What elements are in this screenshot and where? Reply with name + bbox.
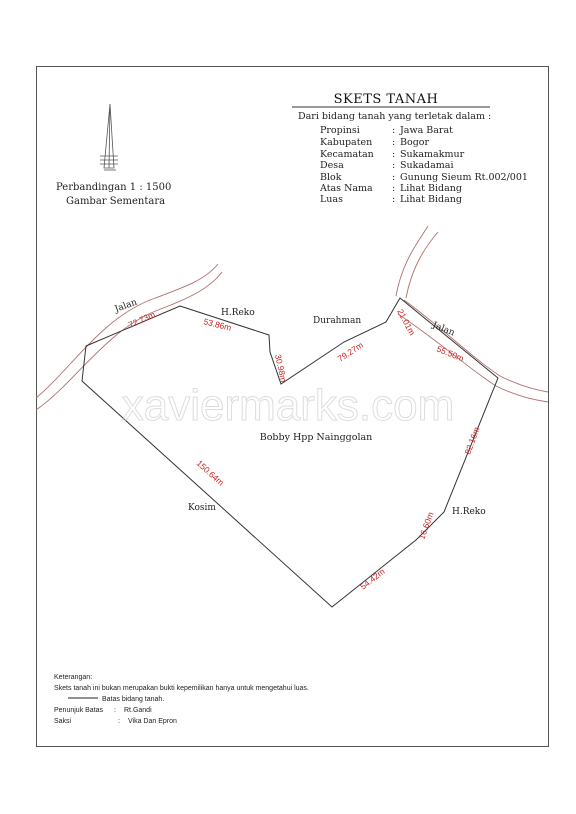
pointer-label: Penunjuk Batas xyxy=(54,707,104,714)
field-sep: : xyxy=(392,183,396,194)
scale-ratio: Perbandingan 1 : 1500 xyxy=(56,182,172,193)
footer-legend: Batas bidang tanah. xyxy=(102,696,165,703)
dimension-label: 53.86m xyxy=(202,316,233,333)
field-value: Bogor xyxy=(400,137,430,148)
dimension-label: 30.98m xyxy=(273,353,289,384)
field-value: Sukadamai xyxy=(400,160,454,171)
neighbor-west: Kosim xyxy=(188,503,216,513)
field-sep: : xyxy=(392,137,396,148)
field-sep: : xyxy=(392,172,396,183)
dimension-label: 55.50m xyxy=(435,343,466,364)
dimension-label: 150.64m xyxy=(194,458,226,488)
field-label: Blok xyxy=(320,172,342,183)
field-value: Gunung Sieum Rt.002/001 xyxy=(400,172,528,183)
field-label: Atas Nama xyxy=(320,183,373,194)
dimension-labels xyxy=(127,307,482,591)
watermark: xaviermarks.com xyxy=(121,381,455,430)
field-sep: : xyxy=(392,194,396,205)
footer-heading: Keterangan: xyxy=(54,674,93,681)
dimension-label: 54.42m xyxy=(358,566,387,592)
dimension-label: 82.16m xyxy=(462,425,482,456)
field-label: Kabupaten xyxy=(320,137,373,148)
pointer-sep: : xyxy=(114,707,116,714)
neighbor-north-west: H.Reko xyxy=(221,308,255,318)
location-intro: Dari bidang tanah yang terletak dalam : xyxy=(298,111,492,122)
scale-note: Gambar Sementara xyxy=(66,196,166,207)
field-sep: : xyxy=(392,160,396,171)
witness-label: Saksi xyxy=(54,718,72,725)
dimension-label: 79.27m xyxy=(335,339,365,364)
field-value: Jawa Barat xyxy=(400,125,453,136)
road-label-right: Jalan xyxy=(430,320,456,339)
neighbor-north: Durahman xyxy=(313,316,362,326)
footer-note: Skets tanah ini bukan merupakan bukti kepemilikan hanya untuk mengetahui luas. xyxy=(54,685,309,692)
parcel-boundary xyxy=(82,298,498,607)
witness-sep: : xyxy=(118,718,120,725)
witness-value: Vika Dan Epron xyxy=(128,718,177,725)
neighbor-east: H.Reko xyxy=(452,507,486,517)
field-label: Luas xyxy=(320,194,343,205)
field-label: Propinsi xyxy=(320,125,360,136)
field-sep: : xyxy=(392,149,396,160)
field-value: Sukamakmur xyxy=(400,149,465,160)
dimension-label: 16.60m xyxy=(416,510,436,541)
field-label: Kecamatan xyxy=(320,149,374,160)
footer-notes xyxy=(54,674,309,725)
parcel-owner: Bobby Hpp Nainggolan xyxy=(259,432,373,443)
page-title: SKETS TANAH xyxy=(333,92,439,107)
field-sep: : xyxy=(392,125,396,136)
location-fields xyxy=(319,125,528,205)
field-value: Lihat Bidang xyxy=(400,194,462,205)
field-value: Lihat Bidang xyxy=(400,183,462,194)
road-label-left: Jalan xyxy=(113,297,139,315)
pointer-value: Rt.Gandi xyxy=(124,707,152,714)
road-right xyxy=(396,226,548,402)
field-label: Desa xyxy=(320,160,344,171)
north-arrow-icon xyxy=(100,104,118,170)
dimension-label: 72.73m xyxy=(126,309,157,330)
dimension-label: 21.01m xyxy=(395,307,418,337)
